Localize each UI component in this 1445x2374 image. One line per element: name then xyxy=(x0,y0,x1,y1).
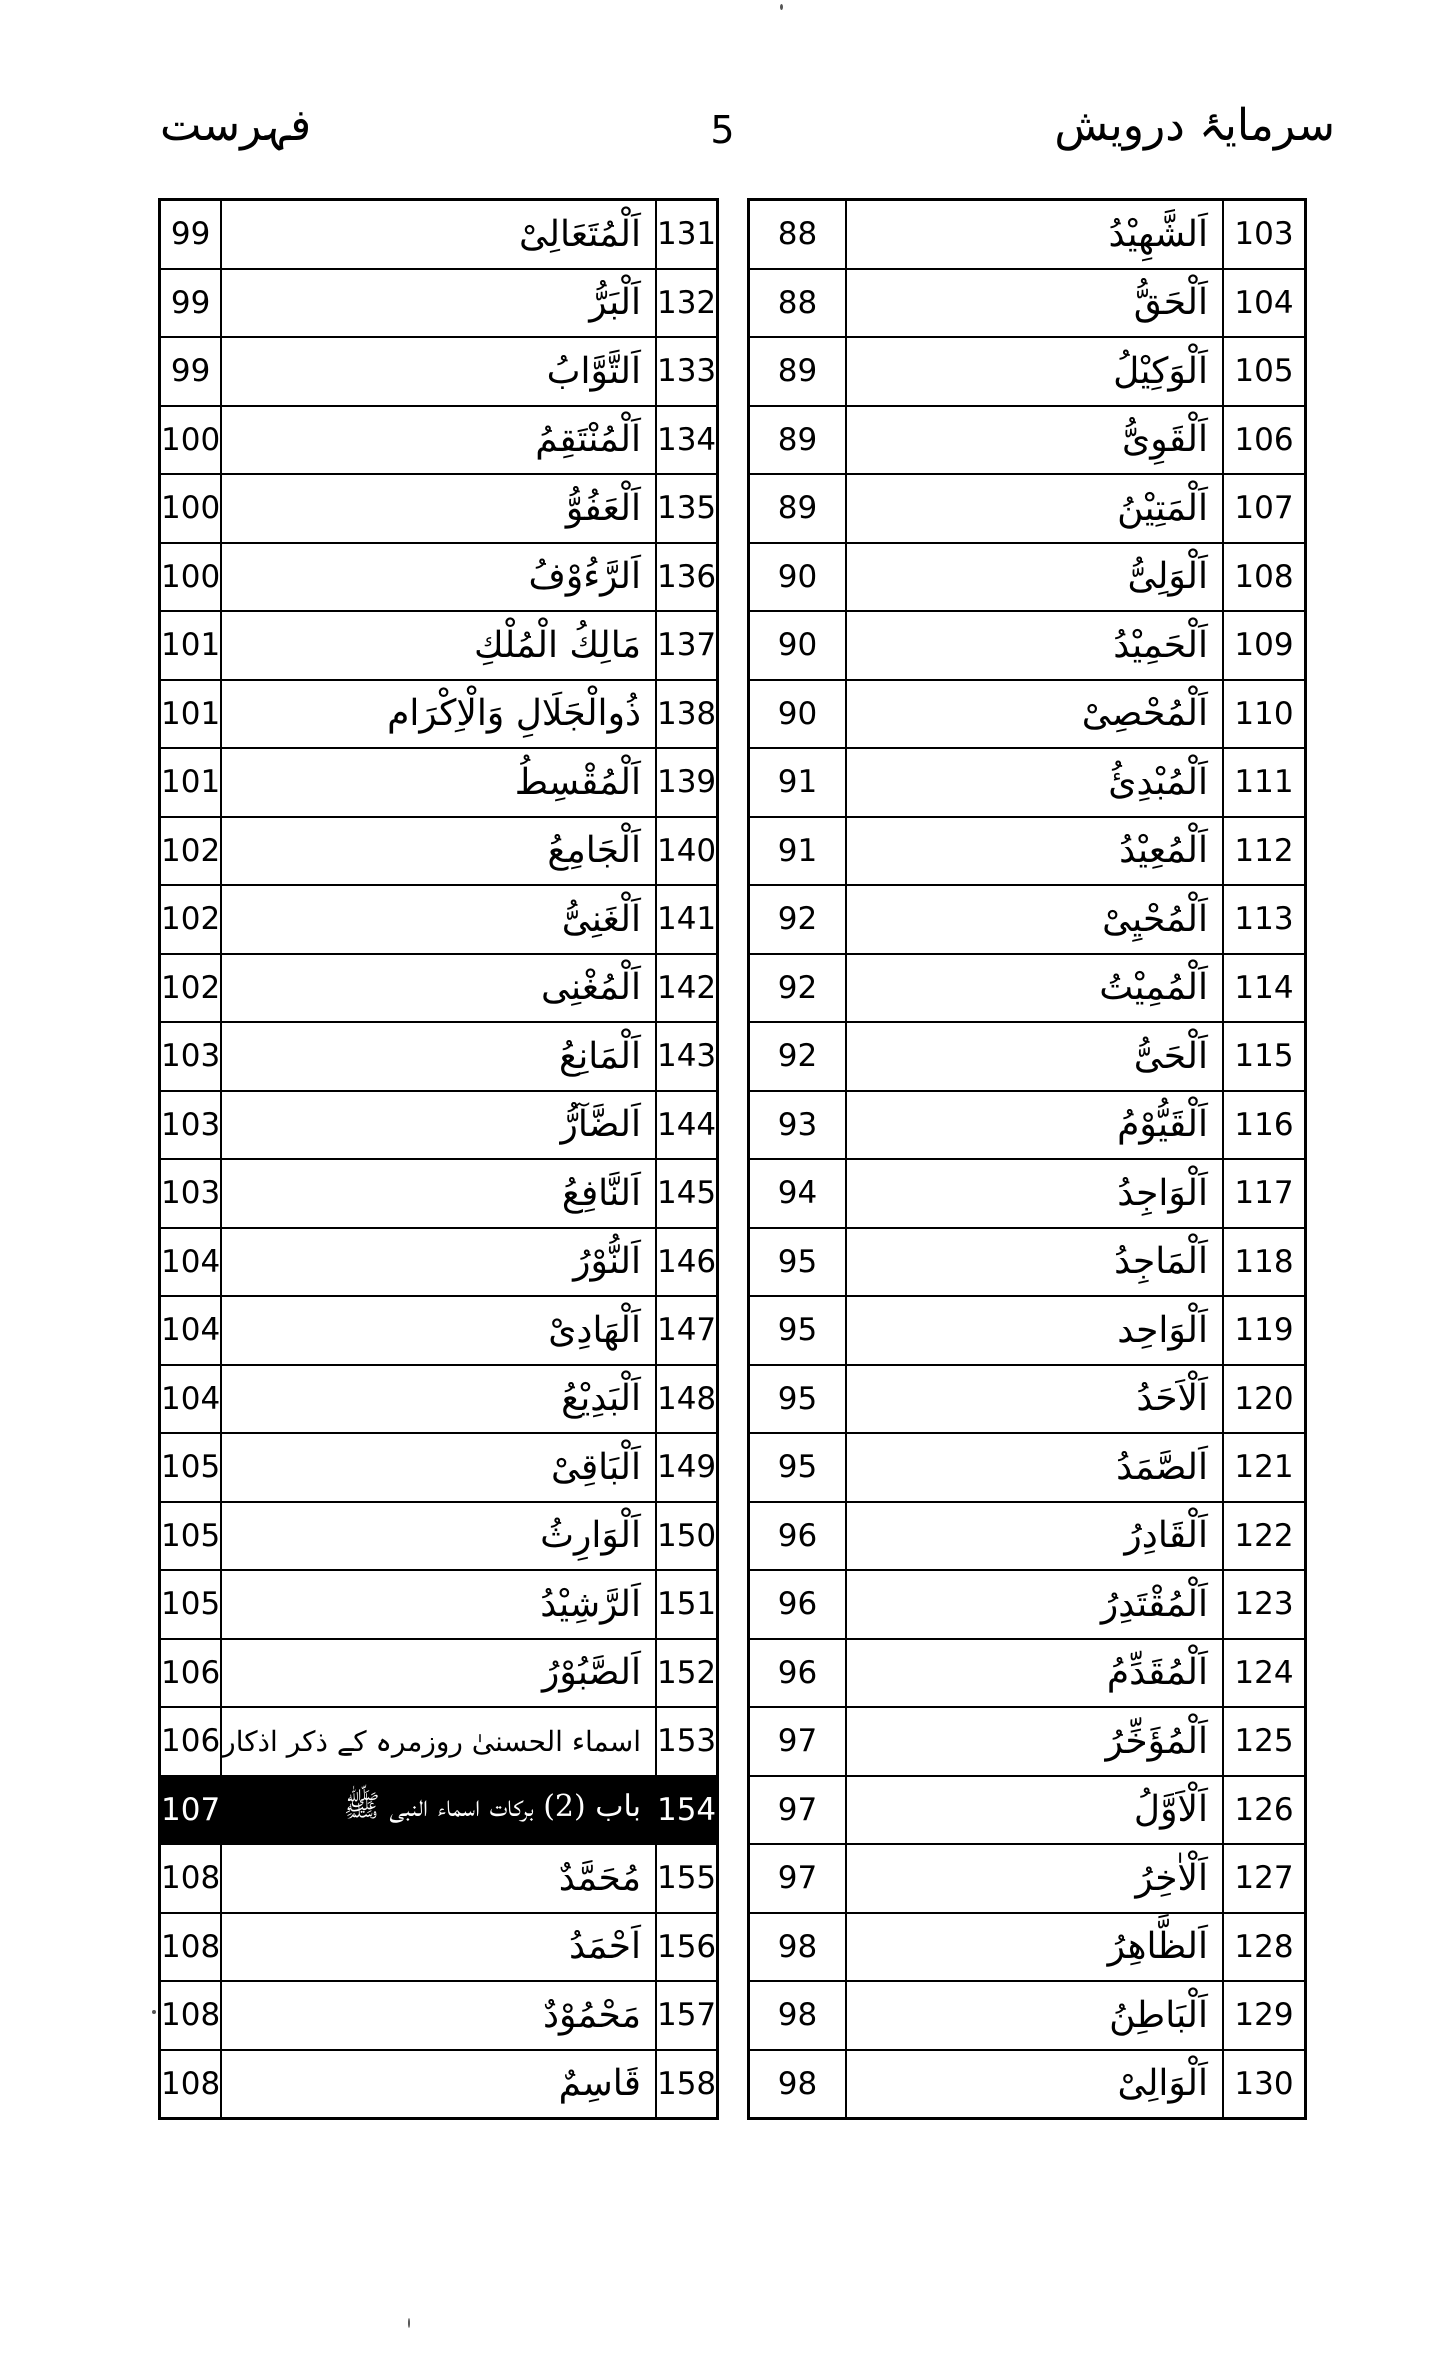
toc-page-number: 94 xyxy=(749,1159,847,1228)
toc-entry-name: اَلْقَوِیُّ xyxy=(846,406,1223,475)
toc-row xyxy=(749,1844,1306,1913)
toc-entry-name: اَلْجَامِعُ xyxy=(221,817,656,886)
toc-entry-number: 139 xyxy=(656,748,718,817)
toc-entry-number: 144 xyxy=(656,1091,718,1160)
toc-entry-number: 137 xyxy=(656,611,718,680)
toc-page-number: 95 xyxy=(749,1296,847,1365)
toc-page-number: 95 xyxy=(749,1228,847,1297)
toc-entry-name: مُحَمَّدٌ xyxy=(221,1844,656,1913)
toc-entry-number: 123 xyxy=(1223,1570,1306,1639)
toc-entry-name: اَلْمَانِعُ xyxy=(221,1022,656,1091)
toc-entry-name: اَلْمُقْسِطُ xyxy=(221,748,656,817)
toc-row xyxy=(749,1228,1306,1297)
toc-entry-number: 130 xyxy=(1223,2050,1306,2119)
toc-entry-name: اَلْوَاحِد xyxy=(846,1296,1223,1365)
toc-row xyxy=(749,474,1306,543)
toc-entry-number: 135 xyxy=(656,474,718,543)
toc-row xyxy=(749,817,1306,886)
toc-page-number: 108 xyxy=(160,2050,222,2119)
toc-entry-number: 153 xyxy=(656,1707,718,1776)
toc-page-number: 102 xyxy=(160,954,222,1023)
toc-entry-name: اَلْمَتِيْنُ xyxy=(846,474,1223,543)
toc-entry-name: اَلضَّآرُّ xyxy=(221,1091,656,1160)
toc-row xyxy=(160,1022,718,1091)
toc-page-number: 90 xyxy=(749,543,847,612)
toc-row xyxy=(160,1365,718,1434)
toc-entry-number: 124 xyxy=(1223,1639,1306,1708)
toc-table-left xyxy=(158,198,719,2120)
toc-entry-name: باب (2) برکات اسماء النبی ﷺ xyxy=(221,1776,656,1845)
toc-row xyxy=(160,200,718,269)
toc-row xyxy=(749,337,1306,406)
toc-entry-number: 157 xyxy=(656,1981,718,2050)
toc-page-number: 102 xyxy=(160,885,222,954)
toc-row xyxy=(749,1296,1306,1365)
toc-entry-number: 122 xyxy=(1223,1502,1306,1571)
toc-entry-number: 138 xyxy=(656,680,718,749)
toc-page-number: 104 xyxy=(160,1228,222,1297)
toc-entry-number: 121 xyxy=(1223,1433,1306,1502)
toc-entry-number: 143 xyxy=(656,1022,718,1091)
toc-entry-name: اَلْعَفُوُّ xyxy=(221,474,656,543)
toc-row xyxy=(749,1502,1306,1571)
page-number: 5 xyxy=(710,108,735,152)
section-title: فہرست xyxy=(160,100,312,151)
toc-page-number: 98 xyxy=(749,1913,847,1982)
toc-entry-number: 113 xyxy=(1223,885,1306,954)
toc-entry-number: 154 xyxy=(656,1776,718,1845)
toc-entry-name: اَلْاَحَدُ xyxy=(846,1365,1223,1434)
toc-row xyxy=(749,406,1306,475)
toc-row xyxy=(160,1913,718,1982)
toc-entry-name: اَلْمُقْتَدِرُ xyxy=(846,1570,1223,1639)
toc-entry-name: اَلْوَاجِدُ xyxy=(846,1159,1223,1228)
toc-entry-number: 115 xyxy=(1223,1022,1306,1091)
toc-entry-name: ذُوالْجَلَالِ وَالْاِكْرَام xyxy=(221,680,656,749)
toc-entry-name: اَلْوَالِیْ xyxy=(846,2050,1223,2119)
toc-entry-name: اَلْمُؤَخِّرُ xyxy=(846,1707,1223,1776)
toc-page-number: 88 xyxy=(749,269,847,338)
toc-entry-number: 150 xyxy=(656,1502,718,1571)
toc-page-number: 89 xyxy=(749,474,847,543)
toc-entry-number: 106 xyxy=(1223,406,1306,475)
toc-entry-name: اَحْمَدُ xyxy=(221,1913,656,1982)
toc-entry-number: 156 xyxy=(656,1913,718,1982)
toc-entry-number: 132 xyxy=(656,269,718,338)
toc-page-number: 90 xyxy=(749,611,847,680)
toc-page-number: 90 xyxy=(749,680,847,749)
toc-entry-number: 103 xyxy=(1223,200,1306,269)
toc-page-number: 92 xyxy=(749,885,847,954)
toc-entry-name: اَلْمَاجِدُ xyxy=(846,1228,1223,1297)
toc-entry-name: اَلْهَادِیْ xyxy=(221,1296,656,1365)
toc-entry-number: 109 xyxy=(1223,611,1306,680)
toc-entry-name: اسماء الحسنیٰ روزمرہ کے ذکر اذکار xyxy=(221,1707,656,1776)
toc-entry-name: اَلْبَاطِنُ xyxy=(846,1981,1223,2050)
toc-row xyxy=(160,1981,718,2050)
toc-row xyxy=(160,1707,718,1776)
toc-page-number: 96 xyxy=(749,1639,847,1708)
toc-page-number: 108 xyxy=(160,1844,222,1913)
toc-entry-name: مَالِكُ الْمُلْكِ xyxy=(221,611,656,680)
toc-entry-number: 149 xyxy=(656,1433,718,1502)
toc-page-number: 107 xyxy=(160,1776,222,1845)
toc-row xyxy=(160,1570,718,1639)
toc-page-number: 99 xyxy=(160,200,222,269)
toc-row xyxy=(749,885,1306,954)
toc-row xyxy=(160,1159,718,1228)
toc-page-number: 103 xyxy=(160,1159,222,1228)
toc-entry-name: اَلْمُحْصِیْ xyxy=(846,680,1223,749)
toc-row xyxy=(160,1844,718,1913)
toc-page-number: 95 xyxy=(749,1365,847,1434)
toc-entry-name: اَلْمُمِيْتُ xyxy=(846,954,1223,1023)
toc-row xyxy=(160,269,718,338)
toc-entry-name: اَلْبَاقِیْ xyxy=(221,1433,656,1502)
toc-row xyxy=(749,680,1306,749)
toc-page-number: 96 xyxy=(749,1502,847,1571)
toc-table-right xyxy=(747,198,1307,2120)
toc-entry-name: اَلْوَلِیُّ xyxy=(846,543,1223,612)
toc-entry-name: اَلْمُحْيِیْ xyxy=(846,885,1223,954)
toc-entry-name: اَلْمُنْتَقِمُ xyxy=(221,406,656,475)
toc-row xyxy=(160,748,718,817)
toc-page-number: 92 xyxy=(749,1022,847,1091)
toc-entry-number: 136 xyxy=(656,543,718,612)
toc-entry-number: 117 xyxy=(1223,1159,1306,1228)
toc-entry-number: 108 xyxy=(1223,543,1306,612)
toc-entry-name: اَلْمُقَدِّمُ xyxy=(846,1639,1223,1708)
toc-entry-number: 127 xyxy=(1223,1844,1306,1913)
toc-page-number: 99 xyxy=(160,269,222,338)
toc-entry-number: 126 xyxy=(1223,1776,1306,1845)
toc-entry-number: 152 xyxy=(656,1639,718,1708)
toc-row xyxy=(749,1776,1306,1845)
toc-entry-name: اَلنُّوْرُ xyxy=(221,1228,656,1297)
toc-row xyxy=(160,2050,718,2119)
toc-page-number: 105 xyxy=(160,1502,222,1571)
toc-page-number: 98 xyxy=(749,2050,847,2119)
toc-entry-number: 120 xyxy=(1223,1365,1306,1434)
toc-page-number: 92 xyxy=(749,954,847,1023)
toc-entry-number: 107 xyxy=(1223,474,1306,543)
toc-entry-number: 112 xyxy=(1223,817,1306,886)
toc-row xyxy=(160,1776,718,1845)
toc-row xyxy=(160,1091,718,1160)
toc-page-number: 104 xyxy=(160,1296,222,1365)
toc-page-number: 98 xyxy=(749,1981,847,2050)
toc-row xyxy=(749,954,1306,1023)
toc-page-number: 108 xyxy=(160,1913,222,1982)
toc-row xyxy=(749,543,1306,612)
toc-row xyxy=(160,680,718,749)
toc-entry-name: قَاسِمٌ xyxy=(221,2050,656,2119)
toc-entry-name: اَلْاَوَّلُ xyxy=(846,1776,1223,1845)
toc-page-number: 96 xyxy=(749,1570,847,1639)
scan-speck xyxy=(152,2010,156,2014)
toc-entry-name: اَلصَّبُوْرُ xyxy=(221,1639,656,1708)
toc-row xyxy=(160,337,718,406)
toc-entry-number: 125 xyxy=(1223,1707,1306,1776)
toc-entry-number: 114 xyxy=(1223,954,1306,1023)
toc-page-number: 105 xyxy=(160,1570,222,1639)
toc-row xyxy=(749,1913,1306,1982)
toc-page-number: 102 xyxy=(160,817,222,886)
toc-entry-name: اَلْمُبْدِئُ xyxy=(846,748,1223,817)
toc-row xyxy=(749,1022,1306,1091)
toc-entry-number: 158 xyxy=(656,2050,718,2119)
toc-entry-name: اَلْمُغْنِی xyxy=(221,954,656,1023)
toc-entry-name: اَلرَّءُوْفُ xyxy=(221,543,656,612)
toc-entry-name: مَحْمُوْدٌ xyxy=(221,1981,656,2050)
toc-page-number: 103 xyxy=(160,1022,222,1091)
toc-entry-name: اَلْحَمِيْدُ xyxy=(846,611,1223,680)
toc-page-number: 106 xyxy=(160,1639,222,1708)
toc-row xyxy=(749,1639,1306,1708)
toc-entry-name: اَلرَّشِیْدُ xyxy=(221,1570,656,1639)
toc-row xyxy=(160,611,718,680)
toc-row xyxy=(160,1228,718,1297)
toc-row xyxy=(749,269,1306,338)
toc-entry-number: 134 xyxy=(656,406,718,475)
toc-entry-number: 146 xyxy=(656,1228,718,1297)
toc-row xyxy=(160,543,718,612)
toc-page-number: 104 xyxy=(160,1365,222,1434)
toc-page-number: 97 xyxy=(749,1707,847,1776)
toc-entry-name: اَلصَّمَدُ xyxy=(846,1433,1223,1502)
toc-entry-name: اَلْمُعِيْدُ xyxy=(846,817,1223,886)
toc-entry-number: 145 xyxy=(656,1159,718,1228)
toc-row xyxy=(160,474,718,543)
toc-page-number: 99 xyxy=(160,337,222,406)
book-title: سرمایۂ درویش xyxy=(1054,100,1335,151)
toc-entry-name: اَلشَّهِيْدُ xyxy=(846,200,1223,269)
toc-entry-number: 133 xyxy=(656,337,718,406)
toc-row xyxy=(749,1707,1306,1776)
toc-page-number: 97 xyxy=(749,1844,847,1913)
toc-entry-name: اَلتَّوَّابُ xyxy=(221,337,656,406)
toc-entry-number: 148 xyxy=(656,1365,718,1434)
toc-page-number: 97 xyxy=(749,1776,847,1845)
toc-row xyxy=(749,1159,1306,1228)
toc-row xyxy=(160,1433,718,1502)
toc-entry-number: 129 xyxy=(1223,1981,1306,2050)
toc-entry-name: اَلْقَيُّوْمُ xyxy=(846,1091,1223,1160)
toc-entry-name: اَلْقَادِرُ xyxy=(846,1502,1223,1571)
toc-entry-number: 118 xyxy=(1223,1228,1306,1297)
toc-entry-name: اَلْبَدِیْعُ xyxy=(221,1365,656,1434)
toc-page-number: 95 xyxy=(749,1433,847,1502)
toc-row xyxy=(160,885,718,954)
toc-row xyxy=(749,2050,1306,2119)
toc-page-number: 100 xyxy=(160,474,222,543)
toc-row xyxy=(749,1091,1306,1160)
toc-page-number: 103 xyxy=(160,1091,222,1160)
toc-entry-number: 140 xyxy=(656,817,718,886)
toc-entry-number: 110 xyxy=(1223,680,1306,749)
toc-page-number: 105 xyxy=(160,1433,222,1502)
toc-entry-name: اَلْمُتَعَالِیْ xyxy=(221,200,656,269)
toc-row xyxy=(160,1296,718,1365)
toc-row xyxy=(749,1570,1306,1639)
toc-page-number: 89 xyxy=(749,406,847,475)
toc-entry-number: 119 xyxy=(1223,1296,1306,1365)
toc-row xyxy=(749,200,1306,269)
toc-page-number: 106 xyxy=(160,1707,222,1776)
toc-page-number: 101 xyxy=(160,611,222,680)
toc-page-number: 101 xyxy=(160,748,222,817)
toc-row xyxy=(749,748,1306,817)
toc-entry-name: اَلْوَارِثُ xyxy=(221,1502,656,1571)
toc-page-number: 91 xyxy=(749,817,847,886)
toc-page-number: 108 xyxy=(160,1981,222,2050)
toc-row xyxy=(160,406,718,475)
toc-row xyxy=(160,1502,718,1571)
toc-entry-name: اَلْغَنِیُّ xyxy=(221,885,656,954)
toc-entry-number: 147 xyxy=(656,1296,718,1365)
toc-entry-number: 111 xyxy=(1223,748,1306,817)
toc-row xyxy=(160,817,718,886)
toc-row xyxy=(160,954,718,1023)
toc-row xyxy=(749,1433,1306,1502)
toc-entry-number: 142 xyxy=(656,954,718,1023)
toc-entry-name: اَلنَّافِعُ xyxy=(221,1159,656,1228)
toc-entry-number: 141 xyxy=(656,885,718,954)
toc-entry-number: 116 xyxy=(1223,1091,1306,1160)
toc-page-number: 91 xyxy=(749,748,847,817)
toc-entry-name: اَلْبَرُّ xyxy=(221,269,656,338)
toc-entry-number: 151 xyxy=(656,1570,718,1639)
toc-page-number: 88 xyxy=(749,200,847,269)
toc-page-number: 101 xyxy=(160,680,222,749)
toc-row xyxy=(749,1981,1306,2050)
toc-entry-name: اَلْاٰخِرُ xyxy=(846,1844,1223,1913)
toc-entry-name: اَلظَّاهِرُ xyxy=(846,1913,1223,1982)
toc-row xyxy=(749,611,1306,680)
toc-entry-number: 104 xyxy=(1223,269,1306,338)
toc-entry-name: اَلْوَكِيْلُ xyxy=(846,337,1223,406)
scan-speck xyxy=(408,2318,410,2328)
toc-entry-name: اَلْحَقُّ xyxy=(846,269,1223,338)
scan-speck xyxy=(780,4,783,10)
toc-row xyxy=(160,1639,718,1708)
toc-entry-number: 128 xyxy=(1223,1913,1306,1982)
toc-entry-number: 155 xyxy=(656,1844,718,1913)
toc-page-number: 89 xyxy=(749,337,847,406)
toc-page-number: 100 xyxy=(160,543,222,612)
toc-entry-number: 131 xyxy=(656,200,718,269)
toc-page-number: 93 xyxy=(749,1091,847,1160)
toc-page-number: 100 xyxy=(160,406,222,475)
toc-row xyxy=(749,1365,1306,1434)
toc-entry-number: 105 xyxy=(1223,337,1306,406)
toc-entry-name: اَلْحَیُّ xyxy=(846,1022,1223,1091)
